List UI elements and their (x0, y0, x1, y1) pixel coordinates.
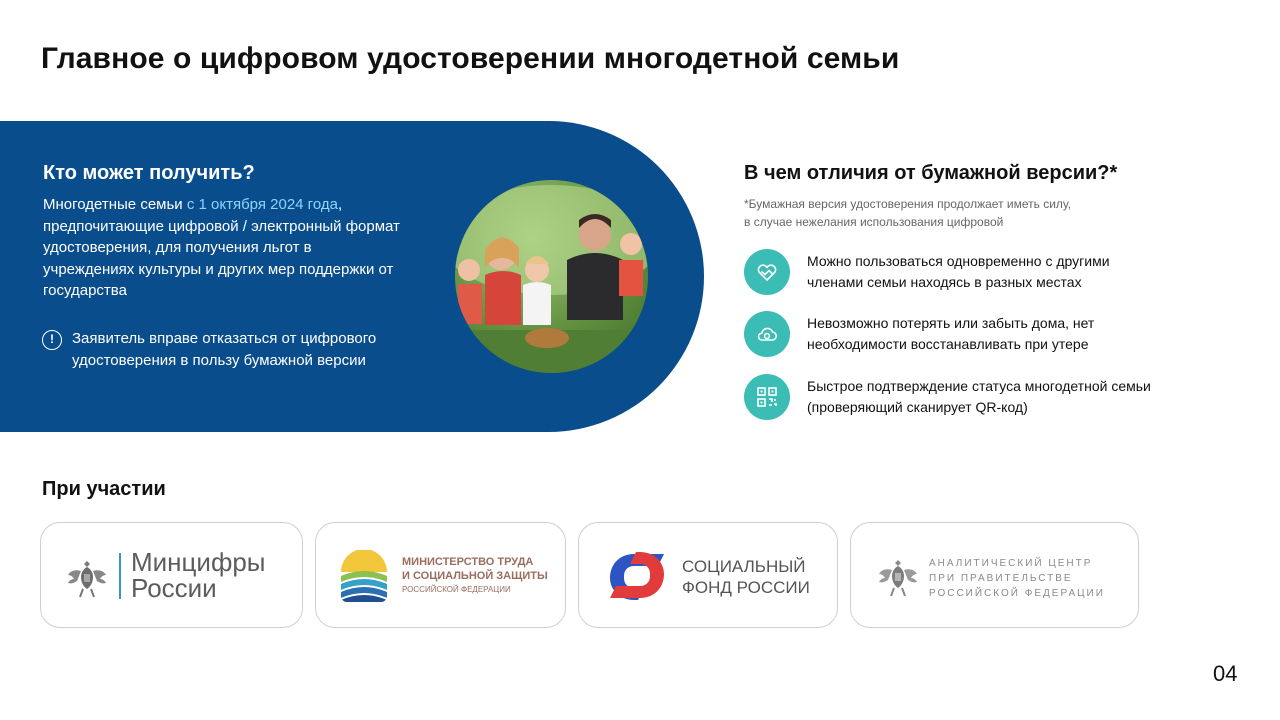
family-photo (455, 180, 648, 373)
mintsifry-logo-text (131, 549, 266, 601)
ac-line-3: РОССИЙСКОЙ ФЕДЕРАЦИИ (929, 588, 1105, 599)
feature-text-3: Быстрое подтверждение статуса многодетной семьи (проверяющий сканирует QR-код) (807, 378, 1151, 415)
ac-line-1: АНАЛИТИЧЕСКИЙ ЦЕНТР (929, 558, 1093, 569)
feature-text-2: Невозможно потерять или забыть дома, нет необходимости восстанавливать при утере (807, 315, 1095, 352)
panel-text-start: Многодетные семьи (43, 196, 187, 213)
mintrud-line-2: И СОЦИАЛЬНОЙ ЗАЩИТЫ (402, 570, 548, 582)
panel-text-end: , предпочитающие цифровой / электронный формат удостоверения, для получения льгот в учреждениях культуры и других мер поддержки от государства (43, 196, 400, 299)
mintsifry-divider (119, 553, 121, 599)
mintsifry-line-1: Минцифры (131, 547, 266, 577)
differences-footnote (744, 195, 1144, 231)
mintsifry-line-2: России (131, 573, 217, 603)
panel-date-accent: с 1 октября 2024 года (186, 196, 338, 213)
feature-text-1: Можно пользоваться одновременно с другими членами семьи находясь в разных местах (807, 253, 1110, 290)
differences-title: В чем отличия от бумажной версии?* (744, 162, 1118, 184)
panel-text (43, 194, 403, 302)
coat-of-arms-icon (877, 554, 919, 598)
mintrud-line-1: МИНИСТЕРСТВО ТРУДА (402, 556, 534, 568)
partner-card-analytical-center[interactable] (850, 522, 1139, 628)
partner-card-mintrud[interactable] (315, 522, 566, 628)
mintrud-logo-text (402, 555, 548, 597)
mintrud-line-3: РОССИЙСКОЙ ФЕДЕРАЦИИ (402, 585, 511, 594)
partner-card-sfr[interactable] (578, 522, 838, 628)
coat-of-arms-icon (67, 555, 107, 599)
ac-line-2: ПРИ ПРАВИТЕЛЬСТВЕ (929, 573, 1073, 584)
sfr-logo-text (682, 556, 810, 598)
sfr-logo-icon (604, 548, 670, 604)
footnote-line-2: в случае нежелания использования цифровой (744, 215, 1004, 229)
mintrud-emblem-icon (341, 550, 387, 602)
panel-title: Кто может получить? (43, 162, 255, 184)
qr-code-icon (744, 374, 790, 420)
footnote-line-1: *Бумажная версия удостоверения продолжает иметь силу, (744, 197, 1072, 211)
partners-title: При участии (42, 478, 166, 500)
heart-hands-icon (744, 249, 790, 295)
sfr-line-2: ФОНД РОССИИ (682, 578, 810, 597)
cloud-icon (744, 311, 790, 357)
partner-card-mintsifry[interactable] (40, 522, 303, 628)
sfr-line-1: СОЦИАЛЬНЫЙ (682, 557, 806, 576)
ac-logo-text (929, 556, 1105, 601)
page-number: 04 (1213, 661, 1238, 686)
panel-note: Заявитель вправе отказаться от цифрового удостоверения в пользу бумажной версии (72, 330, 377, 369)
info-exclamation-icon: ! (42, 330, 62, 350)
page-title: Главное о цифровом удостоверении многодетной семьи (41, 42, 900, 75)
